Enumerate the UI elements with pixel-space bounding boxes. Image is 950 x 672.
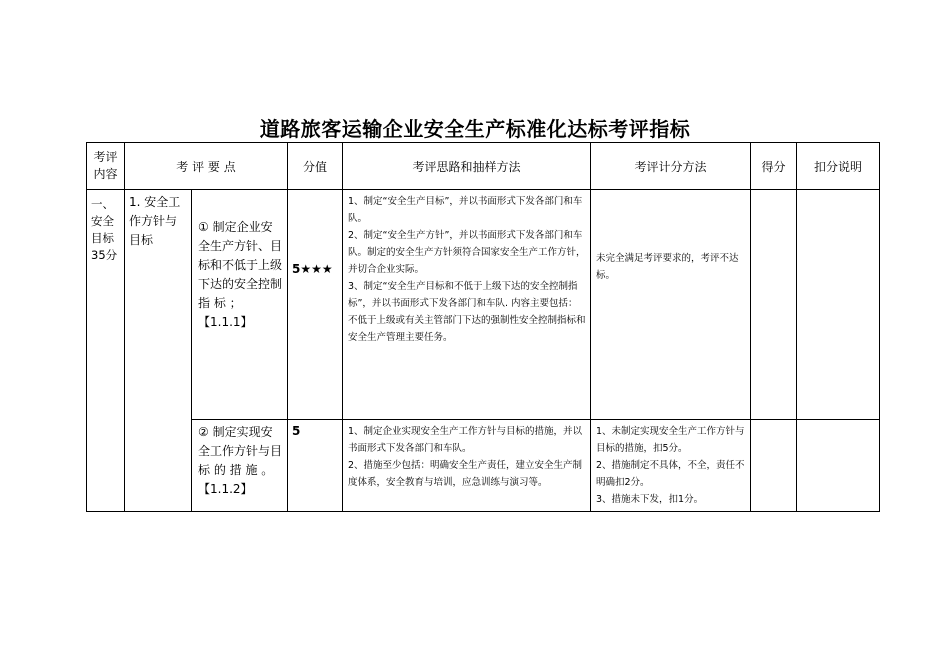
table-row bbox=[87, 420, 880, 512]
point-cell: ① 制定企业安全生产方针、目标和不低于上级下达的安全控制指 标 ； 【1.1.1】 bbox=[192, 190, 288, 420]
header-score: 分值 bbox=[288, 143, 343, 190]
note-cell bbox=[797, 190, 880, 420]
note-cell bbox=[797, 420, 880, 512]
method-cell: 1、制定企业实现安全生产工作方针与目标的措施，并以书面形式下发各部门和车队。 2、措施至少包括：明确安全生产责任，建立安全生产制度体系，安全教育与培训，应急训练与演习等。 bbox=[343, 420, 591, 512]
header-got: 得分 bbox=[751, 143, 797, 190]
score-cell: 5★★★ bbox=[288, 190, 343, 420]
header-method: 考评思路和抽样方法 bbox=[343, 143, 591, 190]
table-row bbox=[87, 190, 880, 420]
got-cell bbox=[751, 190, 797, 420]
calc-cell: 1、未制定实现安全生产工作方针与目标的措施，扣5分。 2、措施制定不具体，不全，责任不明确扣2分。 3、措施未下发，扣1分。 bbox=[591, 420, 751, 512]
section-content-cell: 一、 安全 目标 35分 bbox=[87, 190, 125, 512]
document-title: 道路旅客运输企业安全生产标准化达标考评指标 bbox=[259, 117, 691, 141]
method-cell: 1、制定“安全生产目标”，并以书面形式下发各部门和车队。 2、制定“安全生产方针”，并以书面形式下发各部门和车队。制定的安全生产方针须符合国家安全生产工作方针，并切合企业实际。 3、制定“安全生产目标和不低于上级下达的安全控制指标”，并以书面形式下发各部门和车队. 内容主要包括：不低于上级或有关主管部门下达的强制性安全控制指标和安全生产管理主要任务。 bbox=[343, 190, 591, 420]
evaluation-table bbox=[86, 142, 880, 512]
header-row bbox=[87, 143, 880, 190]
header-calc: 考评计分方法 bbox=[591, 143, 751, 190]
header-note: 扣分说明 bbox=[797, 143, 880, 190]
got-cell bbox=[751, 420, 797, 512]
section-item-cell: 1. 安全工作方针与目标 bbox=[125, 190, 192, 512]
header-points: 考 评 要 点 bbox=[125, 143, 288, 190]
header-content: 考评 内容 bbox=[87, 143, 125, 190]
calc-cell: 未完全满足考评要求的，考评不达标。 bbox=[591, 190, 751, 420]
score-cell: 5 bbox=[288, 420, 343, 512]
point-cell: ② 制定实现安全工作方针与目标 的 措 施 。 【1.1.2】 bbox=[192, 420, 288, 512]
